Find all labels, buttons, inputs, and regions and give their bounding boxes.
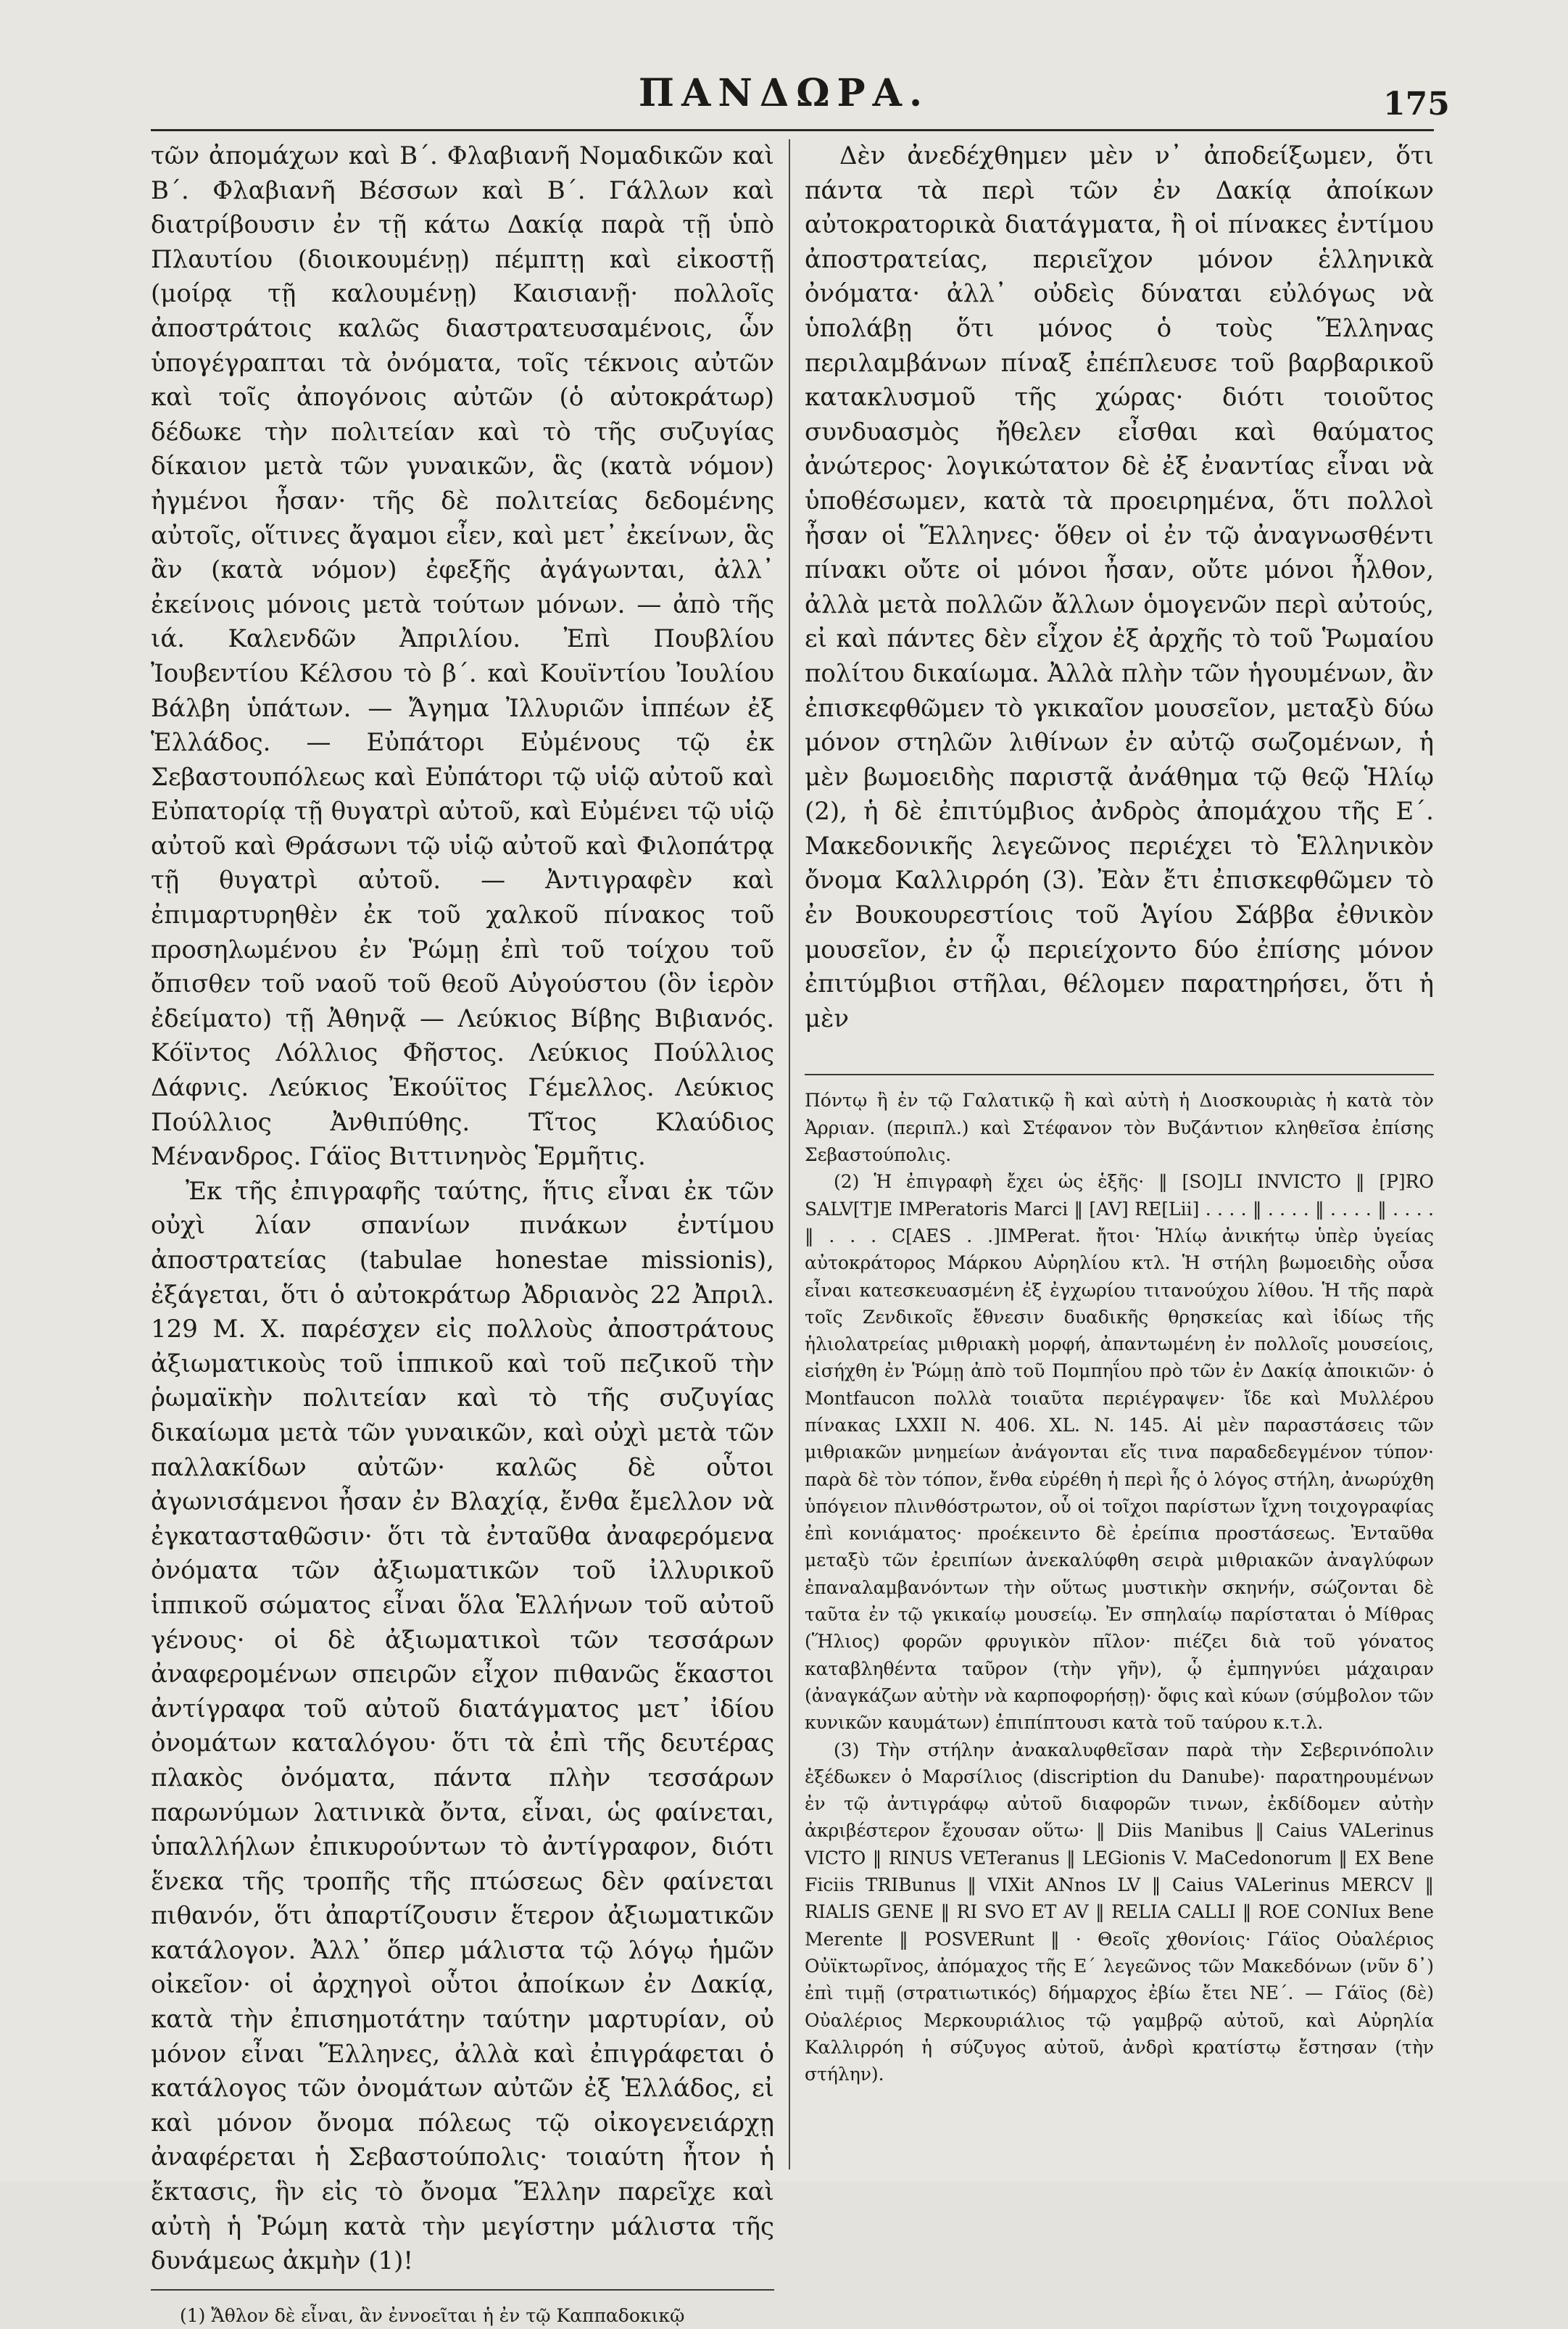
right-footnote-rule xyxy=(805,1074,1434,1075)
right-paragraph-1: Δὲν ἀνεδέχθημεν μὲν ν᾽ ἀποδείξωμεν, ὅτι πάντα τὰ περὶ τῶν ἐν Δακίᾳ ἀποίκων αὐτοκρατορικὰ διατάγματα, ἢ οἱ πίνακες ἐντίμου ἀποστρατείας, περιεῖχον μόνον ἑλληνικὰ ὀνόματα· ἀλλ᾽ οὐδεὶς δύναται εὐλόγως νὰ ὑπολάβῃ ὅτι μόνος ὁ τοὺς Ἕλληνας περιλαμβάνων πίναξ ἐπέπλευσε τοῦ βαρβαρικοῦ κατακλυσμοῦ τῆς χώρας· διότι τοιοῦτος συνδυασμὸς ἤθελεν εἶσθαι καὶ θαύματος ἀνώτερος· λογικώτατον δὲ ἐξ ἐναντίας εἶναι νὰ ὑποθέσωμεν, κατὰ τὰ προειρημένα, ὅτι πολλοὶ ἦσαν οἱ Ἕλληνες· ὅθεν οἱ ἐν τῷ ἀναγνωσθέντι πίνακι οὔτε οἱ μόνοι ἦσαν, οὔτε μόνοι ἦλθον, ἀλλὰ μετὰ πολλῶν ἄλλων ὁμογενῶν περὶ αὐτούς, εἰ καὶ πάντες δὲν εἶχον ἐξ ἀρχῆς τὸ τοῦ Ῥωμαίου πολίτου δικαίωμα. Ἀλλὰ πλὴν τῶν ἡγουμένων, ἂν ἐπισκεφθῶμεν τὸ γκικαῖον μουσεῖον, μεταξὺ δύω μόνον στηλῶν λιθίνων ἐν αὐτῷ σωζομένων, ἡ μὲν βωμοειδὴς παριστᾷ ἀνάθημα τῷ θεῷ Ἡλίῳ (2), ἡ δὲ ἐπιτύμβιος ἀνδρὸς ἀπομάχου τῆς Ε΄. Μακεδονικῆς λεγεῶνος περιέχει τὸ Ἑλληνικὸν ὄνομα Καλλιρρόη (3). Ἐὰν ἔτι ἐπισκεφθῶμεν τὸ ἐν Βουκουρεστίοις τοῦ Ἁγίου Σάββα ἐθνικὸν μουσεῖον, ἐν ᾧ περιείχοντο δύο ἐπίσης μόνον ἐπιτύμβιοι στῆλαι, θέλομεν παρατηρήσει, ὅτι ἡ μὲν xyxy=(805,141,1434,1033)
page-number: 175 xyxy=(1383,86,1450,123)
left-footnote-1: (1) Ἄθλον δὲ εἶναι, ἂν ἐννοεῖται ἡ ἐν τῷ Καππαδοκικῷ xyxy=(180,2304,685,2326)
column-divider xyxy=(789,139,790,2169)
right-footnote-3: (3) Τὴν στήλην ἀνακαλυφθεῖσαν παρὰ τὴν Σεβερινόπολιν ἐξέδωκεν ὁ Μαρσίλιος (discription du Danube)· παρατηρουμένων ἐν τῷ ἀντιγράφῳ αὐτοῦ διαφορῶν τινων, ἐκδίδομεν αὐτὴν ἀκριβέστερον ἔχουσαν οὕτω· ‖ Diis Manibus ‖ Caius VALerinus VICTO ‖ RINUS VETeranus ‖ LEGionis V. MaCedonorum ‖ EX Bene Ficiis TRIBunus ‖ VIXit ANnos LV ‖ Caius VALerinus MERCV ‖ RIALIS GENE ‖ RI SVO ET AV ‖ RELIA CALLI ‖ ROE CONIux Bene Merente ‖ POSVERunt ‖ · Θεοῖς χθονίοις· Γάϊος Οὐαλέριος Οὐϊκτωρῖνος, ἀπόμαχος τῆς Ε΄ λεγεῶνος τῶν Μακεδόνων (νῦν δ᾽) ἐπὶ τιμῇ (στρατιωτικός) δήμαρχος ἐβίω ἔτει ΝΕ΄. — Γάϊος (δὲ) Οὐαλέριος Μερκουριάλιος τῷ γαμβρῷ αὐτοῦ, καὶ Αὐρηλία Καλλιρρόη ἡ σύζυγος αὐτοῦ, ἀνδρὶ κρατίστῳ ἔστησαν (τὴν στήλην). xyxy=(805,1739,1434,2085)
right-column xyxy=(805,139,1434,2088)
right-footnote-2: (2) Ἡ ἐπιγραφὴ ἔχει ὡς ἑξῆς· ‖ [SO]LI INVICTO ‖ [P]RO SALV[T]E IMPeratoris Marci ‖ [AV] RE[Lii] . . . . ‖ . . . . ‖ . . . . ‖ . . . . ‖ . . . C[AES . .]IMPerat. ἤτοι· Ἡλίῳ ἀνικήτῳ ὑπὲρ ὑγείας αὐτοκράτορος Μάρκου Αὐρηλίου κτλ. Ἡ στήλη βωμοειδὴς οὖσα εἶναι κατεσκευασμένη ἐξ ἐγχωρίου τιτανούχου λίθου. Ἡ τῆς παρὰ τοῖς Ζενδικοῖς ἔθνεσιν δυαδικῆς θρησκείας καὶ ἰδίως τῆς ἡλιολατρείας μιθριακὴ μορφή, ἀπαντωμένη ἐν πολλοῖς μουσείοις, εἰσήχθη ἐν Ῥώμῃ ἀπὸ τοῦ Πομπηΐου πρὸ τῶν ἐν Δακίᾳ ἀποικιῶν· ὁ Montfaucon πολλὰ τοιαῦτα περιέγραψεν· ἴδε καὶ Μυλλέρου πίνακας LXXII N. 406. XL. N. 145. Αἱ μὲν παραστάσεις τῶν μιθριακῶν μνημείων ἀνάγονται εἴς τινα παραδεδεγμένον τύπον· παρὰ δὲ τὸν τόπον, ἔνθα εὑρέθη ἡ περὶ ἧς ὁ λόγος στήλη, ἀνωρύχθη ὑπόγειον πλινθόστρωτον, οὗ οἱ τοῖχοι παρίστων ἴχνη τοιχογραφίας ἐπὶ κονιάματος· προέκειντο δὲ ἐρείπια προστάσεως. Ἐνταῦθα μεταξὺ τῶν ἐρειπίων ἀνεκαλύφθη σειρὰ μιθριακῶν ἀναγλύφων ἐπαναλαμβανόντων τὴν οὕτως μυστικὴν σκηνήν, σώζονται δὲ ταῦτα ἐν τῷ γκικαίῳ μουσείῳ. Ἐν σπηλαίῳ παρίσταται ὁ Μίθρας (Ἥλιος) φορῶν φρυγικὸν πῖλον· πιέζει διὰ τοῦ γόνατος καταβληθέντα ταῦρον (τὴν γῆν), ᾧ ἐμπηγνύει μάχαιραν (ἀναγκάζων αὐτὴν νὰ καρποφορήσῃ)· ὄφις καὶ κύων (σύμβολον τῶν κυνικῶν καυμάτων) ἐπιπίπτουσι κατὰ τοῦ ταύρου κ.τ.λ. xyxy=(805,1171,1434,1734)
right-spacer xyxy=(805,1036,1434,1064)
running-title: ΠΑΝΔΩΡΑ. xyxy=(638,71,930,115)
left-footnotes xyxy=(151,2302,774,2329)
left-paragraph-2: Ἐκ τῆς ἐπιγραφῆς ταύτης, ἥτις εἶναι ἐκ τῶν οὐχὶ λίαν σπανίων πινάκων ἐντίμου ἀποστρατείας (tabulae honestae missionis), ἐξάγεται, ὅτι ὁ αὐτοκράτωρ Ἀδριανὸς 22 Ἀπριλ. 129 Μ. Χ. παρέσχεν εἰς πολλοὺς ἀποστράτους ἀξιωματικοὺς τοῦ ἱππικοῦ καὶ τοῦ πεζικοῦ τὴν ῥωμαϊκὴν πολιτείαν καὶ τὸ τῆς συζυγίας δικαίωμα μετὰ τῶν γυναικῶν, καὶ οὐχὶ μετὰ τῶν παλλακίδων αὐτῶν· καλῶς δὲ οὗτοι ἀγωνισάμενοι ἦσαν ἐν Βλαχίᾳ, ἔνθα ἔμελλον νὰ ἐγκατασταθῶσιν· ὅτι τὰ ἐνταῦθα ἀναφερόμενα ὀνόματα τῶν ἀξιωματικῶν τοῦ ἰλλυρικοῦ ἱππικοῦ σώματος εἶναι ὅλα Ἑλλήνων τοῦ αὐτοῦ γένους· οἱ δὲ ἀξιωματικοὶ τῶν τεσσάρων ἀναφερομένων σπειρῶν εἶχον πιθανῶς ἕκαστοι ἀντίγραφα τοῦ αὐτοῦ διατάγματος μετ᾽ ἰδίου ὀνομάτων καταλόγου· ὅτι τὰ ἐπὶ τῆς δευτέρας πλακὸς ὀνόματα, πάντα πλὴν τεσσάρων παρωνύμων λατινικὰ ὄντα, εἶναι, ὡς φαίνεται, ὑπαλλήλων ἐπικυρούντων τὸ ἀντίγραφον, διότι ἕνεκα τῆς τροπῆς τῆς πτώσεως δὲν φαίνεται πιθανόν, ὅτι ἀπαρτίζουσιν ἕτερον ἀξιωματικῶν κατάλογον. Ἀλλ᾽ ὅπερ μάλιστα τῷ λόγῳ ἡμῶν οἰκεῖον· οἱ ἀρχηγοὶ οὗτοι ἀποίκων ἐν Δακίᾳ, κατὰ τὴν ἐπισημοτάτην ταύτην μαρτυρίαν, οὐ μόνον εἶναι Ἕλληνες, ἀλλὰ καὶ ἐπιγράφεται ὁ κατάλογος τῶν ὀνομάτων αὐτῶν ἐξ Ἑλλάδος, εἰ καὶ μόνον ὄνομα πόλεως τῷ οἰκογενειάρχῃ ἀναφέρεται ἡ Σεβαστούπολις· τοιαύτη ἦτον ἡ ἔκτασις, ἣν εἰς τὸ ὄνομα Ἕλλην παρεῖχε καὶ αὐτὴ ἡ Ῥώμη κατὰ τὴν μεγίστην μάλιστα τῆς δυνάμεως ἀκμὴν (1)! xyxy=(151,1176,774,2276)
left-footnote-rule xyxy=(151,2289,774,2291)
header-rule xyxy=(151,129,1434,131)
left-paragraph-1: τῶν ἀπομάχων καὶ Β΄. Φλαβιανῆ Νομαδικῶν καὶ Β΄. Φλαβιανῆ Βέσσων καὶ Β΄. Γάλλων καὶ διατρίβουσιν ἐν τῇ κάτω Δακίᾳ παρὰ τῇ ὑπὸ Πλαυτίου (διοικουμένῃ) πέμπτῃ καὶ εἰκοστῇ (μοίρᾳ τῇ καλουμένῃ) Καισιανῇ· πολλοῖς ἀποστράτοις καλῶς διαστρατευσαμένοις, ὧν ὑπογέγραπται τὰ ὀνόματα, τοῖς τέκνοις αὐτῶν καὶ τοῖς ἀπογόνοις αὐτῶν (ὁ αὐτοκράτωρ) δέδωκε τὴν πολιτείαν καὶ τὸ τῆς συζυγίας δίκαιον μετὰ τῶν γυναικῶν, ἃς (κατὰ νόμον) ἠγμένοι ἦσαν· τῆς δὲ πολιτείας δεδομένης αὐτοῖς, οἵτινες ἄγαμοι εἶεν, καὶ μετ᾽ ἐκείνων, ἃς ἂν (κατὰ νόμον) ἐφεξῆς ἀγάγωνται, ἀλλ᾽ ἐκείνοις μόνοις μετὰ τούτων μόνων. — ἀπὸ τῆς ιά. Καλενδῶν Ἀπριλίου. Ἐπὶ Πουβλίου Ἰουβεντίου Κέλσου τὸ β΄. καὶ Κουϊντίου Ἰουλίου Βάλβη ὑπάτων. — Ἄγημα Ἰλλυριῶν ἱππέων ἐξ Ἑλλάδος. — Εὐπάτορι Εὐμένους τῷ ἐκ Σεβαστουπόλεως καὶ Εὐπάτορι τῷ υἱῷ αὐτοῦ καὶ Εὐπατορίᾳ τῇ θυγατρὶ αὐτοῦ, καὶ Εὐμένει τῷ υἱῷ αὐτοῦ καὶ Θράσωνι τῷ υἱῷ αὐτοῦ καὶ Φιλοπάτρᾳ τῇ θυγατρὶ αὐτοῦ. — Ἀντιγραφὲν καὶ ἐπιμαρτυρηθὲν ἐκ τοῦ χαλκοῦ πίνακος τοῦ προσηλωμένου ἐν Ῥώμῃ ἐπὶ τοῦ τοίχου τοῦ ὄπισθεν τοῦ ναοῦ τοῦ θεοῦ Αὐγούστου (ὃν ἱερὸν ἐδείματο) τῇ Ἀθηνᾷ — Λεύκιος Βίβης Βιβιανός. Κόϊντος Λόλλιος Φῆστος. Λεύκιος Πούλλιος Δάφνις. Λεύκιος Ἐκούϊτος Γέμελλος. Λεύκιος Πούλλιος Ἀνθιπύθης. Τῖτος Κλαύδιος Μένανδρος. Γάϊος Βιττινηνὸς Ἑρμῆτις. xyxy=(151,141,774,1172)
right-footnotes xyxy=(805,1087,1434,2088)
left-column xyxy=(151,139,774,2329)
right-footnote-continuation: Πόντῳ ἢ ἐν τῷ Γαλατικῷ ἢ καὶ αὐτὴ ἡ Διοσκουριὰς ἡ κατὰ τὸν Ἀρριαν. (περιπλ.) καὶ Στέφανον τὸν Βυζάντιον κληθεῖσα ἐπίσης Σεβαστούπολις. xyxy=(805,1090,1434,1166)
